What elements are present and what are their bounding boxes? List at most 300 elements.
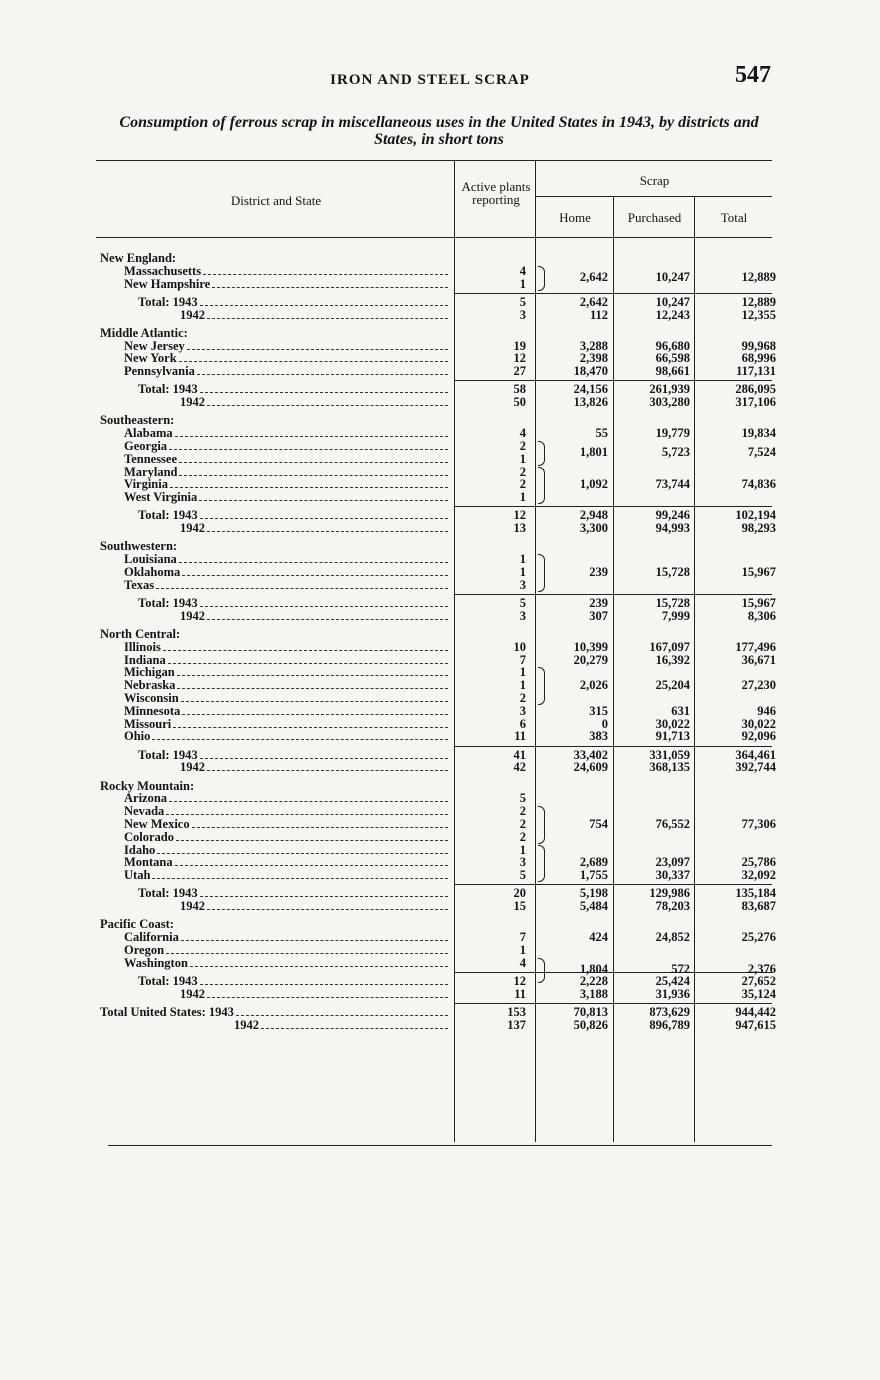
table-row <box>98 944 776 957</box>
row-label: Oregon <box>124 944 165 957</box>
braced-values-row <box>98 679 776 692</box>
cell-home: 5,484 <box>579 899 608 914</box>
cell-plants: 11 <box>514 986 526 1001</box>
cell-plants: 5 <box>519 868 526 883</box>
cell-total: 946 <box>757 703 776 718</box>
cell-plants: 1 <box>519 276 526 291</box>
row-label: Michigan <box>124 666 175 680</box>
row-label: 1942 <box>180 900 205 914</box>
cell-purchased: 896,789 <box>649 1017 690 1032</box>
cell-plants: 2 <box>519 464 526 479</box>
dot-leader <box>166 805 448 815</box>
page-header <box>0 62 880 98</box>
row-label: Pennsylvania <box>124 365 195 379</box>
cell-total: 74,836 <box>741 477 776 492</box>
row-label: 1942 <box>180 987 205 1001</box>
table-row <box>98 641 776 654</box>
cell-purchased: 66,598 <box>655 351 690 366</box>
table-row <box>98 988 776 1001</box>
cell-purchased: 24,852 <box>655 930 690 945</box>
table-row <box>98 792 776 805</box>
cell-home: 5,198 <box>579 886 608 901</box>
cell-purchased: 5,723 <box>661 445 690 460</box>
column-header-purchased: Purchased <box>627 210 682 225</box>
cell-home: 2,689 <box>579 855 608 870</box>
cell-purchased: 73,744 <box>655 477 690 492</box>
row-label: North Central: <box>100 628 181 641</box>
row-label: Missouri <box>124 717 172 731</box>
cell-purchased: 15,728 <box>655 565 690 579</box>
cell-plants: 20 <box>513 886 526 901</box>
table-row <box>98 931 776 944</box>
block-rule <box>455 746 772 747</box>
cell-plants: 19 <box>513 338 526 353</box>
cell-total: 286,095 <box>735 382 776 397</box>
cell-home: 20,279 <box>573 652 608 667</box>
cell-purchased: 19,779 <box>655 426 690 441</box>
cell-plants: 1 <box>519 943 526 957</box>
row-label: Southwestern: <box>100 540 178 554</box>
cell-home: 2,642 <box>579 294 608 309</box>
cell-total: 12,355 <box>741 307 776 322</box>
row-label: Georgia <box>124 440 168 453</box>
cell-plants: 2 <box>519 439 526 453</box>
braced-values-row <box>98 856 776 869</box>
row-label: Total: 1943 <box>138 887 198 901</box>
cell-total: 27,652 <box>741 974 776 988</box>
cell-total: 102,194 <box>735 508 776 523</box>
table-row <box>98 491 776 504</box>
cell-plants: 5 <box>519 596 526 610</box>
row-label: California <box>124 931 179 945</box>
cell-purchased: 10,247 <box>655 294 690 309</box>
row-label: Alabama <box>124 427 173 441</box>
cell-plants: 137 <box>507 1017 526 1032</box>
cell-total: 92,096 <box>741 729 776 744</box>
row-label: Wisconsin <box>124 692 179 705</box>
dot-leader <box>163 641 448 651</box>
row-label: Total United States: 1943 <box>100 1006 234 1019</box>
cell-total: 12,889 <box>741 270 776 285</box>
row-label: 1942 <box>180 522 205 536</box>
row-label: New York <box>124 352 177 366</box>
cell-total: 99,968 <box>741 338 776 353</box>
block-rule <box>455 380 772 381</box>
dot-leader <box>200 597 448 607</box>
row-label: Pacific Coast: <box>100 918 174 932</box>
table-row <box>98 252 776 265</box>
cell-home: 1,092 <box>579 477 608 492</box>
cell-total: 77,306 <box>741 817 776 831</box>
block-rule <box>455 594 772 595</box>
row-label: Southeastern: <box>100 414 175 428</box>
cell-purchased: 368,135 <box>649 760 690 775</box>
row-label: Total: 1943 <box>138 748 198 762</box>
cell-total: 7,524 <box>747 445 776 460</box>
dot-leader <box>173 718 448 728</box>
cell-purchased: 30,022 <box>655 716 690 731</box>
row-label: Colorado <box>124 830 174 844</box>
cell-plants: 13 <box>513 521 526 536</box>
cell-plants: 1 <box>519 490 526 505</box>
row-label: Maryland <box>124 465 178 479</box>
cell-total: 177,496 <box>735 639 776 654</box>
table-row <box>98 705 776 718</box>
cell-home: 3,188 <box>579 986 608 1001</box>
cell-plants: 12 <box>513 351 526 366</box>
row-label: Louisiana <box>124 553 177 567</box>
row-label: Nebraska <box>124 679 176 693</box>
row-label: Nevada <box>124 805 165 819</box>
cell-purchased: 15,728 <box>655 596 690 610</box>
cell-plants: 41 <box>513 747 526 762</box>
cell-purchased: 331,059 <box>649 747 690 762</box>
cell-plants: 1 <box>519 565 526 579</box>
dot-leader <box>166 944 448 954</box>
cell-home: 2,398 <box>579 351 608 366</box>
cell-home: 13,826 <box>573 395 608 410</box>
cell-purchased: 631 <box>671 703 690 718</box>
braced-values-row <box>98 271 776 284</box>
cell-total: 2,376 <box>747 962 776 977</box>
dot-leader <box>200 509 448 519</box>
page-number: 547 <box>735 62 771 88</box>
dot-leader <box>200 296 448 306</box>
cell-purchased: 12,243 <box>655 307 690 322</box>
cell-home: 70,813 <box>573 1005 608 1019</box>
braced-values-row <box>98 478 776 491</box>
cell-home: 2,948 <box>579 508 608 523</box>
cell-total: 19,834 <box>741 426 776 441</box>
row-label: Total: 1943 <box>138 509 198 523</box>
table-row <box>98 427 776 440</box>
table-row <box>98 869 776 882</box>
table-row <box>98 296 776 309</box>
cell-purchased: 99,246 <box>655 508 690 523</box>
cell-total: 364,461 <box>735 747 776 762</box>
cell-home: 307 <box>589 608 608 623</box>
cell-plants: 2 <box>519 477 526 492</box>
cell-home: 112 <box>589 307 608 322</box>
cell-purchased: 78,203 <box>655 899 690 914</box>
cell-plants: 2 <box>519 804 526 819</box>
cell-home: 239 <box>589 596 608 610</box>
row-label: Montana <box>124 856 173 870</box>
cell-plants: 2 <box>519 691 526 705</box>
cell-purchased: 129,986 <box>649 886 690 901</box>
cell-purchased: 91,713 <box>655 729 690 744</box>
cell-plants: 3 <box>519 703 526 718</box>
cell-purchased: 96,680 <box>655 338 690 353</box>
row-label: Indiana <box>124 653 166 667</box>
dot-leader <box>207 610 448 620</box>
cell-total: 35,124 <box>741 986 776 1001</box>
row-label: 1942 <box>180 308 205 322</box>
table-row <box>98 396 776 409</box>
table-row <box>98 900 776 913</box>
row-label: New England: <box>100 252 177 265</box>
row-label: Total: 1943 <box>138 597 198 610</box>
cell-home: 18,470 <box>573 364 608 379</box>
dot-leader <box>207 396 448 406</box>
cell-plants: 3 <box>519 307 526 322</box>
table-row <box>98 540 776 553</box>
cell-home: 33,402 <box>573 747 608 762</box>
dot-leader <box>207 309 448 319</box>
cell-plants: 2 <box>519 817 526 831</box>
dot-leader <box>261 1019 448 1029</box>
cell-total: 8,306 <box>747 608 776 623</box>
row-label: Virginia <box>124 478 168 492</box>
row-label: West Virginia <box>124 491 198 505</box>
cell-plants: 10 <box>513 639 526 654</box>
cell-plants: 27 <box>513 364 526 379</box>
dot-leader <box>197 365 448 375</box>
cell-plants: 4 <box>519 263 526 278</box>
row-label: Ohio <box>124 730 151 744</box>
cell-total: 98,293 <box>741 521 776 536</box>
block-rule <box>455 1003 772 1004</box>
cell-plants: 3 <box>519 855 526 870</box>
cell-purchased: 23,097 <box>655 855 690 870</box>
cell-plants: 7 <box>519 930 526 945</box>
cell-home: 10,399 <box>573 639 608 654</box>
table-row <box>98 522 776 535</box>
cell-plants: 4 <box>519 426 526 441</box>
cell-home: 3,288 <box>579 338 608 353</box>
table-row <box>98 327 776 340</box>
cell-plants: 3 <box>519 577 526 592</box>
dot-leader <box>175 427 448 437</box>
cell-plants: 3 <box>519 608 526 623</box>
row-label: Arizona <box>124 792 168 806</box>
cell-plants: 58 <box>513 382 526 397</box>
dot-leader <box>200 887 448 897</box>
cell-total: 15,967 <box>741 596 776 610</box>
cell-total: 15,967 <box>741 565 776 579</box>
row-label: 1942 <box>180 761 205 775</box>
cell-plants: 11 <box>514 729 526 744</box>
cell-home: 383 <box>589 729 608 744</box>
row-label: 1942 <box>234 1018 259 1032</box>
column-header-scrap: Scrap <box>639 173 670 188</box>
cell-purchased: 31,936 <box>655 986 690 1001</box>
cell-home: 50,826 <box>573 1017 608 1032</box>
cell-home: 315 <box>589 703 608 718</box>
cell-home: 3,300 <box>579 521 608 536</box>
dot-leader <box>200 975 448 985</box>
cell-home: 55 <box>595 426 608 441</box>
cell-plants: 12 <box>513 508 526 523</box>
table-row <box>98 365 776 378</box>
cell-total: 117,131 <box>736 364 776 379</box>
cell-total: 944,442 <box>735 1005 776 1019</box>
cell-total: 947,615 <box>735 1017 776 1032</box>
cell-total: 83,687 <box>741 899 776 914</box>
cell-home: 0 <box>601 716 608 731</box>
table-row <box>98 780 776 793</box>
table-top-rule <box>96 160 772 161</box>
dot-leader <box>181 931 448 941</box>
cell-purchased: 261,939 <box>649 382 690 397</box>
dot-leader <box>207 761 448 771</box>
cell-home: 1,804 <box>579 962 608 977</box>
table-row <box>98 610 776 623</box>
cell-home: 24,156 <box>573 382 608 397</box>
dot-leader <box>236 1006 448 1016</box>
row-label: Minnesota <box>124 704 181 718</box>
row-label: Rocky Mountain: <box>100 779 195 793</box>
cell-home: 1,755 <box>579 868 608 883</box>
braced-values-row <box>98 446 776 459</box>
dot-leader <box>179 553 448 563</box>
cell-total: 135,184 <box>735 886 776 901</box>
cell-plants: 5 <box>519 294 526 309</box>
cell-plants: 5 <box>519 791 526 806</box>
column-header-district: District and State <box>230 193 322 208</box>
cell-total: 25,786 <box>741 855 776 870</box>
row-label: New Hampshire <box>124 277 211 291</box>
running-head: IRON AND STEEL SCRAP <box>330 72 530 88</box>
cell-purchased: 873,629 <box>649 1005 690 1019</box>
dot-leader <box>179 352 448 362</box>
cell-total: 25,276 <box>741 930 776 945</box>
cell-total: 30,022 <box>741 716 776 731</box>
cell-plants: 6 <box>519 716 526 731</box>
cell-plants: 15 <box>513 899 526 914</box>
cell-plants: 153 <box>507 1005 526 1019</box>
cell-home: 2,026 <box>579 678 608 693</box>
dot-leader <box>168 654 448 664</box>
braced-values-row <box>98 566 776 579</box>
table-bottom-rule <box>108 1145 772 1146</box>
row-label: Total: 1943 <box>138 295 198 309</box>
row-label: Massachusetts <box>124 264 202 278</box>
braced-values-row <box>98 963 776 976</box>
row-label: Total: 1943 <box>138 975 198 988</box>
row-label: Idaho <box>124 843 156 857</box>
table-row <box>98 730 776 743</box>
header-bottom-rule <box>96 237 772 238</box>
scrap-group-rule <box>536 196 772 197</box>
row-label: 1942 <box>180 396 205 410</box>
cell-purchased: 167,097 <box>649 639 690 654</box>
cell-plants: 4 <box>519 955 526 970</box>
cell-plants: 1 <box>519 665 526 680</box>
cell-plants: 50 <box>513 395 526 410</box>
dot-leader <box>169 792 448 802</box>
row-label: New Jersey <box>124 339 185 353</box>
cell-total: 12,889 <box>741 294 776 309</box>
row-label: Middle Atlantic: <box>100 326 188 340</box>
cell-plants: 1 <box>519 842 526 857</box>
dot-leader <box>200 749 448 759</box>
table-row <box>98 654 776 667</box>
column-header-home: Home <box>559 210 591 225</box>
cell-total: 32,092 <box>741 868 776 883</box>
cell-home: 424 <box>589 930 608 945</box>
cell-plants: 2 <box>519 829 526 844</box>
dot-leader <box>207 522 448 532</box>
dot-leader <box>157 844 448 854</box>
cell-purchased: 98,661 <box>655 364 690 379</box>
row-label: Utah <box>124 869 151 883</box>
braced-values-row <box>98 818 776 831</box>
cell-plants: 42 <box>513 760 526 775</box>
cell-home: 2,642 <box>579 270 608 285</box>
cell-plants: 1 <box>519 451 526 466</box>
dot-leader <box>176 831 448 841</box>
row-label: Washington <box>124 956 188 970</box>
dot-leader <box>187 340 448 350</box>
cell-total: 27,230 <box>741 678 776 693</box>
column-header-plants: Active plants reporting <box>461 179 531 207</box>
dot-leader <box>182 705 448 715</box>
cell-home: 2,228 <box>579 974 608 988</box>
dot-leader <box>179 466 448 476</box>
dot-leader <box>207 988 448 998</box>
cell-purchased: 572 <box>671 962 690 977</box>
cell-purchased: 16,392 <box>655 652 690 667</box>
cell-total: 392,744 <box>735 760 776 775</box>
cell-total: 317,106 <box>735 395 776 410</box>
cell-purchased: 25,204 <box>655 678 690 693</box>
cell-total: 36,671 <box>741 652 776 667</box>
cell-home: 239 <box>589 565 608 579</box>
dot-leader <box>177 666 448 676</box>
row-label: Oklahoma <box>124 566 181 579</box>
cell-plants: 12 <box>513 974 526 988</box>
table-row <box>98 309 776 322</box>
cell-purchased: 303,280 <box>649 395 690 410</box>
cell-home: 1,801 <box>579 445 608 460</box>
row-label: Illinois <box>124 640 161 654</box>
row-label: Tennessee <box>124 452 178 466</box>
block-rule <box>455 293 772 294</box>
cell-plants: 1 <box>519 552 526 567</box>
table-row <box>98 761 776 774</box>
cell-home: 24,609 <box>573 760 608 775</box>
row-label: Total: 1943 <box>138 383 198 397</box>
dot-leader <box>200 383 448 393</box>
cell-purchased: 94,993 <box>655 521 690 536</box>
cell-plants: 1 <box>519 678 526 693</box>
row-label: New Mexico <box>124 818 190 831</box>
table-row <box>98 579 776 592</box>
cell-purchased: 7,999 <box>661 608 690 623</box>
block-rule <box>455 506 772 507</box>
cell-purchased: 30,337 <box>655 868 690 883</box>
dot-leader <box>207 900 448 910</box>
cell-purchased: 25,424 <box>655 974 690 988</box>
table-title: Consumption of ferrous scrap in miscellaneous uses in the United States in 1943, by districts and States, in short tons <box>119 114 759 148</box>
cell-purchased: 10,247 <box>655 270 690 285</box>
cell-plants: 7 <box>519 652 526 667</box>
cell-total: 68,996 <box>741 351 776 366</box>
row-label: 1942 <box>180 609 205 623</box>
block-rule <box>455 884 772 885</box>
dot-leader <box>156 579 448 589</box>
column-header-total: Total <box>720 210 748 225</box>
dot-leader <box>199 491 448 501</box>
dot-leader <box>152 869 448 879</box>
table-row <box>98 831 776 844</box>
dot-leader <box>152 730 448 740</box>
row-label: Texas <box>124 578 155 592</box>
table-row <box>98 1019 776 1032</box>
cell-purchased: 76,552 <box>655 817 690 831</box>
cell-home: 754 <box>589 817 608 831</box>
